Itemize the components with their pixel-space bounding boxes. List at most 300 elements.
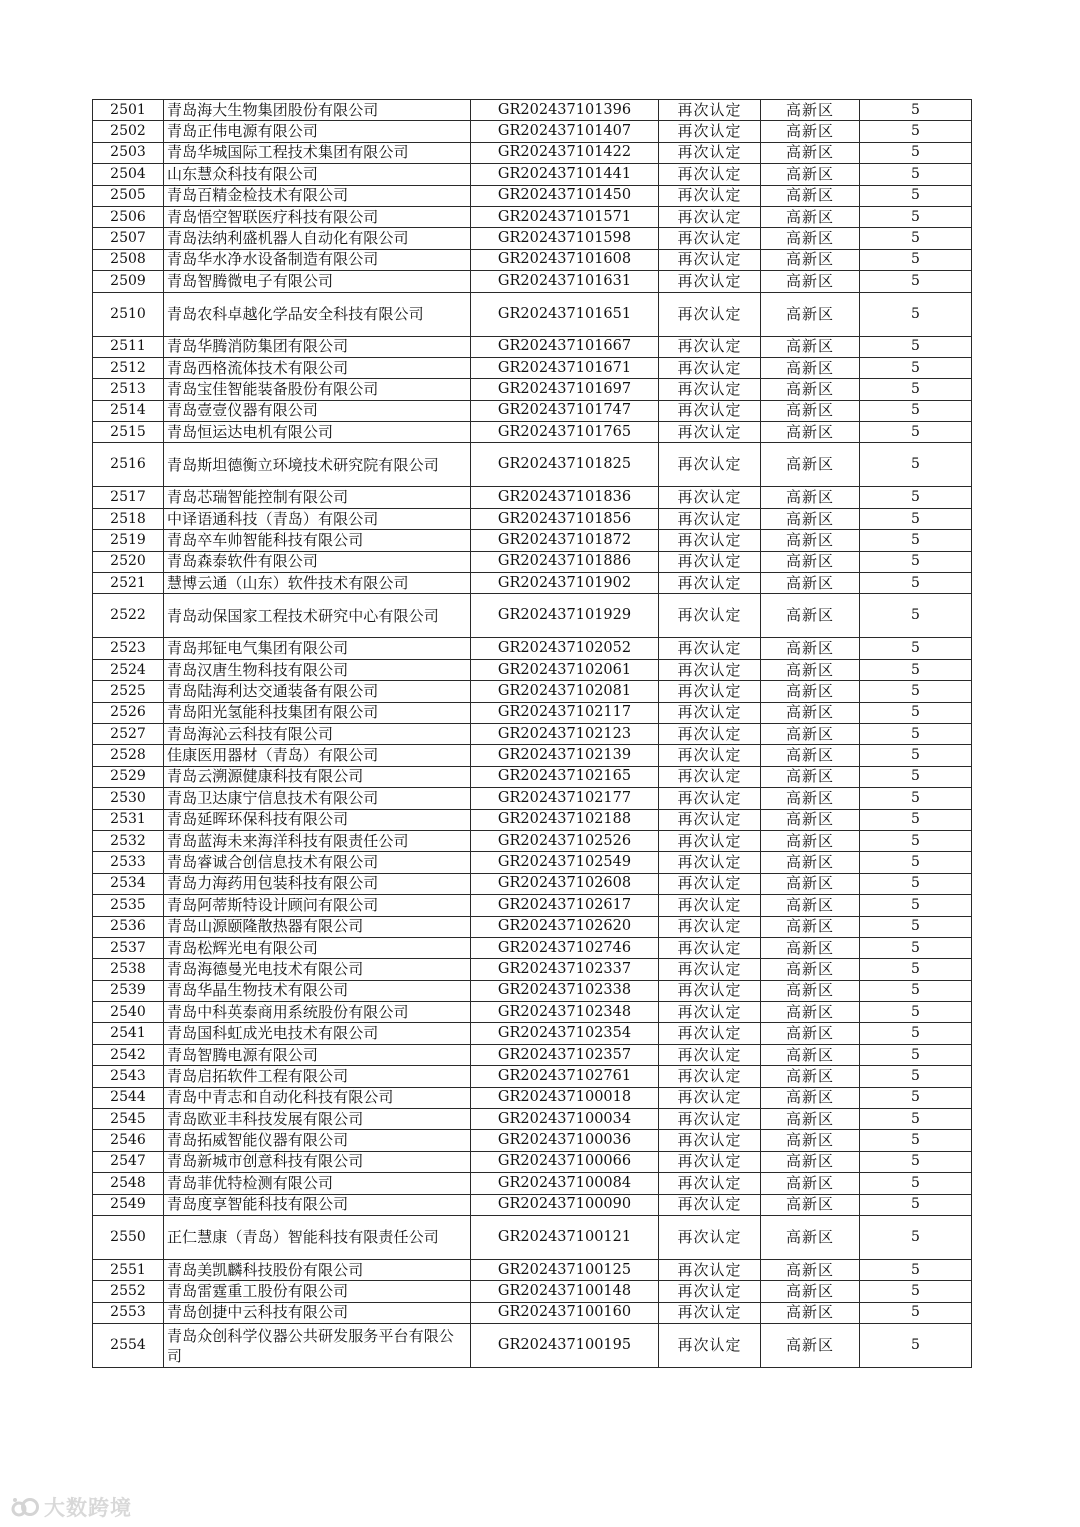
row-number: 2512 (93, 357, 164, 378)
certificate-code: GR202437102620 (471, 916, 659, 937)
row-number: 2525 (93, 681, 164, 702)
certification-type: 再次认定 (659, 1302, 761, 1323)
company-name: 青岛启拓软件工程有限公司 (164, 1066, 471, 1087)
table-row (93, 681, 972, 702)
certificate-code: GR202437101747 (471, 400, 659, 421)
row-number: 2508 (93, 249, 164, 270)
company-name: 青岛海沁云科技有限公司 (164, 723, 471, 744)
row-number: 2516 (93, 443, 164, 487)
count-value: 5 (860, 873, 972, 894)
company-name: 青岛海德曼光电技术有限公司 (164, 959, 471, 980)
table-row (93, 1109, 972, 1130)
count-value: 5 (860, 228, 972, 249)
certification-type: 再次认定 (659, 487, 761, 508)
table-row (93, 745, 972, 766)
table-row (93, 937, 972, 958)
district: 高新区 (761, 1302, 860, 1323)
row-number: 2523 (93, 638, 164, 659)
company-name: 青岛陆海利达交通装备有限公司 (164, 681, 471, 702)
company-name: 青岛森泰软件有限公司 (164, 551, 471, 572)
company-name: 青岛蓝海未来海洋科技有限责任公司 (164, 830, 471, 851)
company-name: 青岛阿蒂斯特设计顾问有限公司 (164, 895, 471, 916)
certification-type: 再次认定 (659, 1151, 761, 1172)
certificate-code: GR202437100121 (471, 1215, 659, 1259)
table-row (93, 1259, 972, 1280)
row-number: 2547 (93, 1151, 164, 1172)
certificate-code: GR202437100066 (471, 1151, 659, 1172)
certification-type: 再次认定 (659, 1281, 761, 1302)
district: 高新区 (761, 745, 860, 766)
certification-type: 再次认定 (659, 228, 761, 249)
table-row (93, 100, 972, 121)
certification-type: 再次认定 (659, 638, 761, 659)
table-row (93, 422, 972, 443)
district: 高新区 (761, 573, 860, 594)
row-number: 2521 (93, 573, 164, 594)
count-value: 5 (860, 745, 972, 766)
certificate-code: GR202437101571 (471, 206, 659, 227)
certificate-code: GR202437102188 (471, 809, 659, 830)
table-row (93, 766, 972, 787)
table-row (93, 959, 972, 980)
table-row (93, 573, 972, 594)
row-number: 2507 (93, 228, 164, 249)
count-value: 5 (860, 1130, 972, 1151)
certification-type: 再次认定 (659, 185, 761, 206)
table-row (93, 809, 972, 830)
certificate-code: GR202437102761 (471, 1066, 659, 1087)
company-name: 青岛拓威智能仪器有限公司 (164, 1130, 471, 1151)
table-row (93, 357, 972, 378)
certificate-code: GR202437100090 (471, 1194, 659, 1215)
count-value: 5 (860, 638, 972, 659)
certification-type: 再次认定 (659, 702, 761, 723)
certification-type: 再次认定 (659, 336, 761, 357)
certification-type: 再次认定 (659, 400, 761, 421)
row-number: 2540 (93, 1002, 164, 1023)
district: 高新区 (761, 980, 860, 1001)
certificate-code: GR202437102123 (471, 723, 659, 744)
certificate-code: GR202437102052 (471, 638, 659, 659)
row-number: 2505 (93, 185, 164, 206)
table-row (93, 185, 972, 206)
row-number: 2550 (93, 1215, 164, 1259)
table-row (93, 916, 972, 937)
certificate-code: GR202437101825 (471, 443, 659, 487)
table-row (93, 400, 972, 421)
row-number: 2527 (93, 723, 164, 744)
certification-type: 再次认定 (659, 121, 761, 142)
company-name: 青岛邦钲电气集团有限公司 (164, 638, 471, 659)
count-value: 5 (860, 206, 972, 227)
row-number: 2552 (93, 1281, 164, 1302)
count-value: 5 (860, 422, 972, 443)
district: 高新区 (761, 1194, 860, 1215)
district: 高新区 (761, 723, 860, 744)
district: 高新区 (761, 100, 860, 121)
certificate-code: GR202437101441 (471, 164, 659, 185)
certification-type: 再次认定 (659, 573, 761, 594)
row-number: 2501 (93, 100, 164, 121)
watermark (10, 1492, 132, 1522)
row-number: 2514 (93, 400, 164, 421)
table-row (93, 1215, 972, 1259)
row-number: 2544 (93, 1087, 164, 1108)
row-number: 2526 (93, 702, 164, 723)
certificate-code: GR202437102357 (471, 1044, 659, 1065)
district: 高新区 (761, 702, 860, 723)
certificate-code: GR202437101651 (471, 292, 659, 336)
certification-type: 再次认定 (659, 357, 761, 378)
certificate-code: GR202437102061 (471, 659, 659, 680)
table-row (93, 1302, 972, 1323)
company-name: 中译语通科技（青岛）有限公司 (164, 508, 471, 529)
row-number: 2549 (93, 1194, 164, 1215)
company-name: 青岛悟空智联医疗科技有限公司 (164, 206, 471, 227)
count-value: 5 (860, 100, 972, 121)
certification-type: 再次认定 (659, 530, 761, 551)
row-number: 2529 (93, 766, 164, 787)
row-number: 2553 (93, 1302, 164, 1323)
count-value: 5 (860, 980, 972, 1001)
table-row (93, 164, 972, 185)
table-row (93, 873, 972, 894)
certification-type: 再次认定 (659, 1109, 761, 1130)
company-name: 青岛农科卓越化学品安全科技有限公司 (164, 292, 471, 336)
certification-type: 再次认定 (659, 379, 761, 400)
row-number: 2534 (93, 873, 164, 894)
row-number: 2532 (93, 830, 164, 851)
company-name: 青岛创捷中云科技有限公司 (164, 1302, 471, 1323)
certification-type: 再次认定 (659, 830, 761, 851)
table-row (93, 292, 972, 336)
count-value: 5 (860, 852, 972, 873)
certificate-code: GR202437101836 (471, 487, 659, 508)
count-value: 5 (860, 357, 972, 378)
count-value: 5 (860, 702, 972, 723)
company-name: 青岛百精金检技术有限公司 (164, 185, 471, 206)
row-number: 2511 (93, 336, 164, 357)
company-name: 青岛中青志和自动化科技有限公司 (164, 1087, 471, 1108)
certification-type: 再次认定 (659, 206, 761, 227)
table-row (93, 206, 972, 227)
certification-type: 再次认定 (659, 895, 761, 916)
company-name: 青岛欧亚丰科技发展有限公司 (164, 1109, 471, 1130)
count-value: 5 (860, 292, 972, 336)
company-name: 青岛西格流体技术有限公司 (164, 357, 471, 378)
table-row (93, 1173, 972, 1194)
company-name: 青岛智腾电源有限公司 (164, 1044, 471, 1065)
company-name: 青岛阳光氢能科技集团有限公司 (164, 702, 471, 723)
district: 高新区 (761, 1281, 860, 1302)
district: 高新区 (761, 788, 860, 809)
count-value: 5 (860, 830, 972, 851)
count-value: 5 (860, 336, 972, 357)
company-name: 青岛华晶生物技术有限公司 (164, 980, 471, 1001)
count-value: 5 (860, 1087, 972, 1108)
company-name: 青岛云溯源健康科技有限公司 (164, 766, 471, 787)
table-row (93, 121, 972, 142)
table-row (93, 508, 972, 529)
district: 高新区 (761, 1066, 860, 1087)
count-value: 5 (860, 809, 972, 830)
company-name: 青岛延晖环保科技有限公司 (164, 809, 471, 830)
district: 高新区 (761, 809, 860, 830)
row-number: 2524 (93, 659, 164, 680)
company-name: 青岛中科英泰商用系统股份有限公司 (164, 1002, 471, 1023)
table-row (93, 980, 972, 1001)
company-name: 正仁慧康（青岛）智能科技有限责任公司 (164, 1215, 471, 1259)
count-value: 5 (860, 1044, 972, 1065)
certificate-code: GR202437101929 (471, 594, 659, 638)
certificate-code: GR202437102338 (471, 980, 659, 1001)
company-name: 青岛华水净水设备制造有限公司 (164, 249, 471, 270)
company-name: 青岛松辉光电有限公司 (164, 937, 471, 958)
certification-type: 再次认定 (659, 271, 761, 292)
certification-type: 再次认定 (659, 292, 761, 336)
certificate-code: GR202437102337 (471, 959, 659, 980)
count-value: 5 (860, 1002, 972, 1023)
district: 高新区 (761, 937, 860, 958)
district: 高新区 (761, 121, 860, 142)
district: 高新区 (761, 1023, 860, 1044)
certificate-code: GR202437100018 (471, 1087, 659, 1108)
company-name: 青岛动保国家工程技术研究中心有限公司 (164, 594, 471, 638)
count-value: 5 (860, 1194, 972, 1215)
certification-type: 再次认定 (659, 852, 761, 873)
row-number: 2546 (93, 1130, 164, 1151)
certificate-code: GR202437102177 (471, 788, 659, 809)
certification-type: 再次认定 (659, 164, 761, 185)
certification-type: 再次认定 (659, 788, 761, 809)
company-name: 青岛雷霆重工股份有限公司 (164, 1281, 471, 1302)
certification-type: 再次认定 (659, 1002, 761, 1023)
row-number: 2545 (93, 1109, 164, 1130)
district: 高新区 (761, 487, 860, 508)
certificate-code: GR202437101765 (471, 422, 659, 443)
company-name: 青岛智腾微电子有限公司 (164, 271, 471, 292)
count-value: 5 (860, 487, 972, 508)
brand-logo-icon (10, 1495, 40, 1519)
count-value: 5 (860, 594, 972, 638)
count-value: 5 (860, 1259, 972, 1280)
company-name: 佳康医用器材（青岛）有限公司 (164, 745, 471, 766)
count-value: 5 (860, 443, 972, 487)
count-value: 5 (860, 659, 972, 680)
count-value: 5 (860, 1066, 972, 1087)
count-value: 5 (860, 1324, 972, 1368)
company-name: 青岛正伟电源有限公司 (164, 121, 471, 142)
company-name: 青岛恒运达电机有限公司 (164, 422, 471, 443)
district: 高新区 (761, 830, 860, 851)
certificate-code: GR202437101697 (471, 379, 659, 400)
certificate-code: GR202437102117 (471, 702, 659, 723)
district: 高新区 (761, 508, 860, 529)
district: 高新区 (761, 766, 860, 787)
district: 高新区 (761, 681, 860, 702)
certification-type: 再次认定 (659, 1044, 761, 1065)
certificate-code: GR202437101407 (471, 121, 659, 142)
company-name: 青岛壹壹仪器有限公司 (164, 400, 471, 421)
certification-type: 再次认定 (659, 959, 761, 980)
row-number: 2543 (93, 1066, 164, 1087)
certificate-code: GR202437101598 (471, 228, 659, 249)
company-name: 青岛海大生物集团股份有限公司 (164, 100, 471, 121)
row-number: 2533 (93, 852, 164, 873)
certification-type: 再次认定 (659, 723, 761, 744)
company-name: 青岛法纳利盛机器人自动化有限公司 (164, 228, 471, 249)
company-name: 青岛卫达康宁信息技术有限公司 (164, 788, 471, 809)
table-row (93, 702, 972, 723)
district: 高新区 (761, 895, 860, 916)
table-row (93, 659, 972, 680)
row-number: 2520 (93, 551, 164, 572)
certification-type: 再次认定 (659, 809, 761, 830)
row-number: 2541 (93, 1023, 164, 1044)
company-name: 青岛宝佳智能装备股份有限公司 (164, 379, 471, 400)
table-row (93, 1194, 972, 1215)
count-value: 5 (860, 788, 972, 809)
company-name: 青岛卒车帅智能科技有限公司 (164, 530, 471, 551)
row-number: 2513 (93, 379, 164, 400)
row-number: 2519 (93, 530, 164, 551)
count-value: 5 (860, 379, 972, 400)
district: 高新区 (761, 206, 860, 227)
count-value: 5 (860, 400, 972, 421)
certificate-code: GR202437100148 (471, 1281, 659, 1302)
count-value: 5 (860, 1281, 972, 1302)
certificate-code: GR202437101856 (471, 508, 659, 529)
district: 高新区 (761, 1130, 860, 1151)
district: 高新区 (761, 357, 860, 378)
district: 高新区 (761, 249, 860, 270)
district: 高新区 (761, 1109, 860, 1130)
count-value: 5 (860, 508, 972, 529)
certificate-code: GR202437102526 (471, 830, 659, 851)
certification-type: 再次认定 (659, 1324, 761, 1368)
certification-type: 再次认定 (659, 980, 761, 1001)
certification-type: 再次认定 (659, 873, 761, 894)
district: 高新区 (761, 336, 860, 357)
district: 高新区 (761, 594, 860, 638)
table-row (93, 443, 972, 487)
row-number: 2503 (93, 142, 164, 163)
company-name: 青岛睿诚合创信息技术有限公司 (164, 852, 471, 873)
certification-type: 再次认定 (659, 766, 761, 787)
district: 高新区 (761, 1002, 860, 1023)
count-value: 5 (860, 1215, 972, 1259)
row-number: 2517 (93, 487, 164, 508)
count-value: 5 (860, 895, 972, 916)
count-value: 5 (860, 551, 972, 572)
district: 高新区 (761, 185, 860, 206)
certification-type: 再次认定 (659, 443, 761, 487)
count-value: 5 (860, 185, 972, 206)
row-number: 2537 (93, 937, 164, 958)
table-row (93, 788, 972, 809)
district: 高新区 (761, 1044, 860, 1065)
table-row (93, 551, 972, 572)
certification-type: 再次认定 (659, 1215, 761, 1259)
company-name: 慧博云通（山东）软件技术有限公司 (164, 573, 471, 594)
district: 高新区 (761, 1173, 860, 1194)
count-value: 5 (860, 530, 972, 551)
row-number: 2531 (93, 809, 164, 830)
table-row (93, 379, 972, 400)
count-value: 5 (860, 573, 972, 594)
row-number: 2518 (93, 508, 164, 529)
certificate-code: GR202437102608 (471, 873, 659, 894)
district: 高新区 (761, 1324, 860, 1368)
table-row (93, 1066, 972, 1087)
district: 高新区 (761, 659, 860, 680)
certification-type: 再次认定 (659, 1173, 761, 1194)
certificate-code: GR202437100034 (471, 1109, 659, 1130)
count-value: 5 (860, 766, 972, 787)
certificate-code: GR202437100084 (471, 1173, 659, 1194)
row-number: 2528 (93, 745, 164, 766)
count-value: 5 (860, 959, 972, 980)
row-number: 2530 (93, 788, 164, 809)
certificate-code: GR202437100195 (471, 1324, 659, 1368)
certification-type: 再次认定 (659, 422, 761, 443)
company-name: 山东慧众科技有限公司 (164, 164, 471, 185)
table-row (93, 249, 972, 270)
count-value: 5 (860, 723, 972, 744)
enterprise-list-table (92, 99, 972, 1368)
company-name: 青岛国科虹成光电技术有限公司 (164, 1023, 471, 1044)
row-number: 2554 (93, 1324, 164, 1368)
certificate-code: GR202437102746 (471, 937, 659, 958)
certificate-code: GR202437102165 (471, 766, 659, 787)
count-value: 5 (860, 916, 972, 937)
certification-type: 再次认定 (659, 551, 761, 572)
certificate-code: GR202437102081 (471, 681, 659, 702)
district: 高新区 (761, 443, 860, 487)
row-number: 2510 (93, 292, 164, 336)
table-row (93, 1151, 972, 1172)
certification-type: 再次认定 (659, 508, 761, 529)
certification-type: 再次认定 (659, 1066, 761, 1087)
district: 高新区 (761, 1087, 860, 1108)
district: 高新区 (761, 852, 860, 873)
company-name: 青岛芯瑞智能控制有限公司 (164, 487, 471, 508)
certification-type: 再次认定 (659, 916, 761, 937)
district: 高新区 (761, 959, 860, 980)
certification-type: 再次认定 (659, 1023, 761, 1044)
row-number: 2542 (93, 1044, 164, 1065)
certificate-code: GR202437101667 (471, 336, 659, 357)
count-value: 5 (860, 1151, 972, 1172)
row-number: 2535 (93, 895, 164, 916)
company-name: 青岛度享智能科技有限公司 (164, 1194, 471, 1215)
row-number: 2538 (93, 959, 164, 980)
certification-type: 再次认定 (659, 249, 761, 270)
certificate-code: GR202437102549 (471, 852, 659, 873)
count-value: 5 (860, 1023, 972, 1044)
certification-type: 再次认定 (659, 1259, 761, 1280)
table-row (93, 487, 972, 508)
certification-type: 再次认定 (659, 745, 761, 766)
row-number: 2522 (93, 594, 164, 638)
district: 高新区 (761, 1215, 860, 1259)
table-row (93, 895, 972, 916)
district: 高新区 (761, 142, 860, 163)
table-row (93, 1044, 972, 1065)
certificate-code: GR202437101396 (471, 100, 659, 121)
table-row (93, 1324, 972, 1368)
count-value: 5 (860, 937, 972, 958)
